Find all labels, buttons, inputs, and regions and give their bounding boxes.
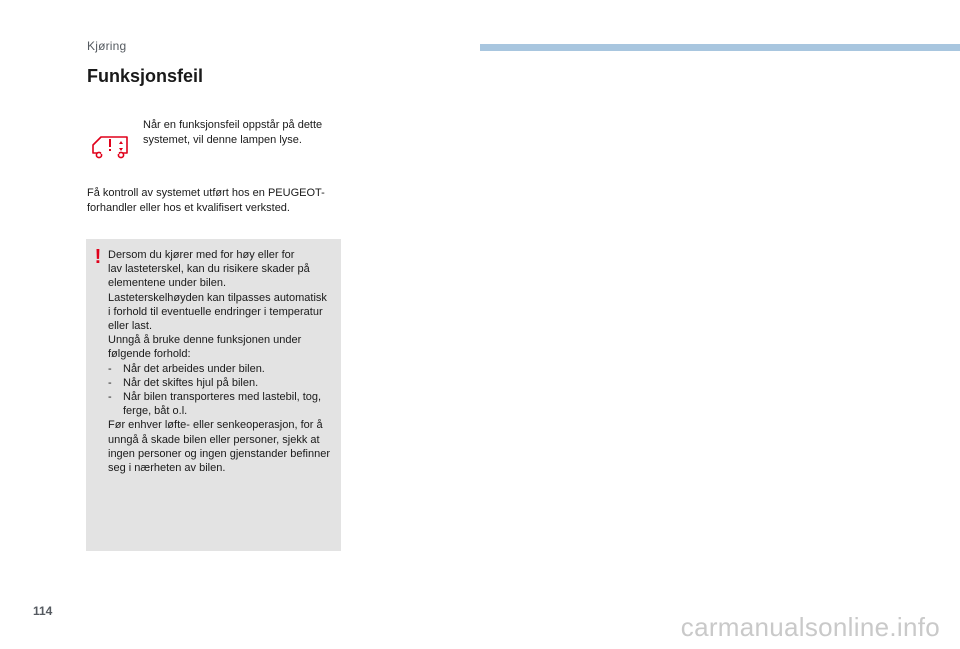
van-warning-icon (90, 128, 132, 162)
caution-line: Dersom du kjører med for høy eller for (108, 249, 295, 261)
caution-box (86, 239, 341, 551)
caution-line: lav lasteterskel, kan du risikere skader på (108, 263, 310, 276)
warning-text: Når en funksjonsfeil oppstår på dette systemet, vil denne lampen lyse. (143, 119, 323, 146)
caution-content (108, 248, 336, 475)
caution-line: seg i nærheten av bilen. (108, 462, 226, 475)
header-accent-bar (480, 44, 960, 51)
caution-line: i forhold til eventuelle endringer i temperatur (108, 305, 323, 318)
list-item (108, 362, 336, 376)
caution-exclamation-icon: ! (94, 246, 102, 268)
caution-line: Unngå å bruke denne funksjonen under (108, 334, 302, 347)
page-title: Funksjonsfeil (87, 66, 204, 86)
page-number: 114 (33, 604, 53, 618)
list-dash: - (108, 391, 112, 404)
list-item (108, 390, 336, 418)
list-dash: - (108, 362, 112, 375)
list-item-text: Når bilen transporteres med lastebil, tog, ferge, båt o.l. (123, 391, 322, 418)
caution-line: ingen personer og ingen gjenstander befinner (108, 447, 330, 460)
caution-line: eller last. (108, 320, 153, 333)
list-dash: - (108, 376, 112, 389)
body-paragraph: Få kontroll av systemet utført hos en PEUGEOT- forhandler eller hos et kvalifisert verksted. (87, 187, 325, 214)
caution-list (108, 362, 336, 419)
list-item (108, 376, 336, 390)
caution-line: unngå å skade bilen eller personer, sjekk at (108, 433, 320, 446)
caution-line: elementene under bilen. (108, 277, 227, 290)
caution-line: følgende forhold: (108, 348, 191, 361)
section-label: Kjøring (87, 39, 127, 53)
list-item-text: Når det arbeides under bilen. (123, 362, 265, 375)
caution-line: Før enhver løfte- eller senkeoperasjon, for å (108, 419, 323, 432)
watermark: carmanualsonline.info (680, 612, 940, 642)
caution-line: Lasteterskelhøyden kan tilpasses automatisk (108, 291, 327, 304)
warning-row (88, 118, 348, 168)
list-item-text: Når det skiftes hjul på bilen. (123, 376, 259, 389)
